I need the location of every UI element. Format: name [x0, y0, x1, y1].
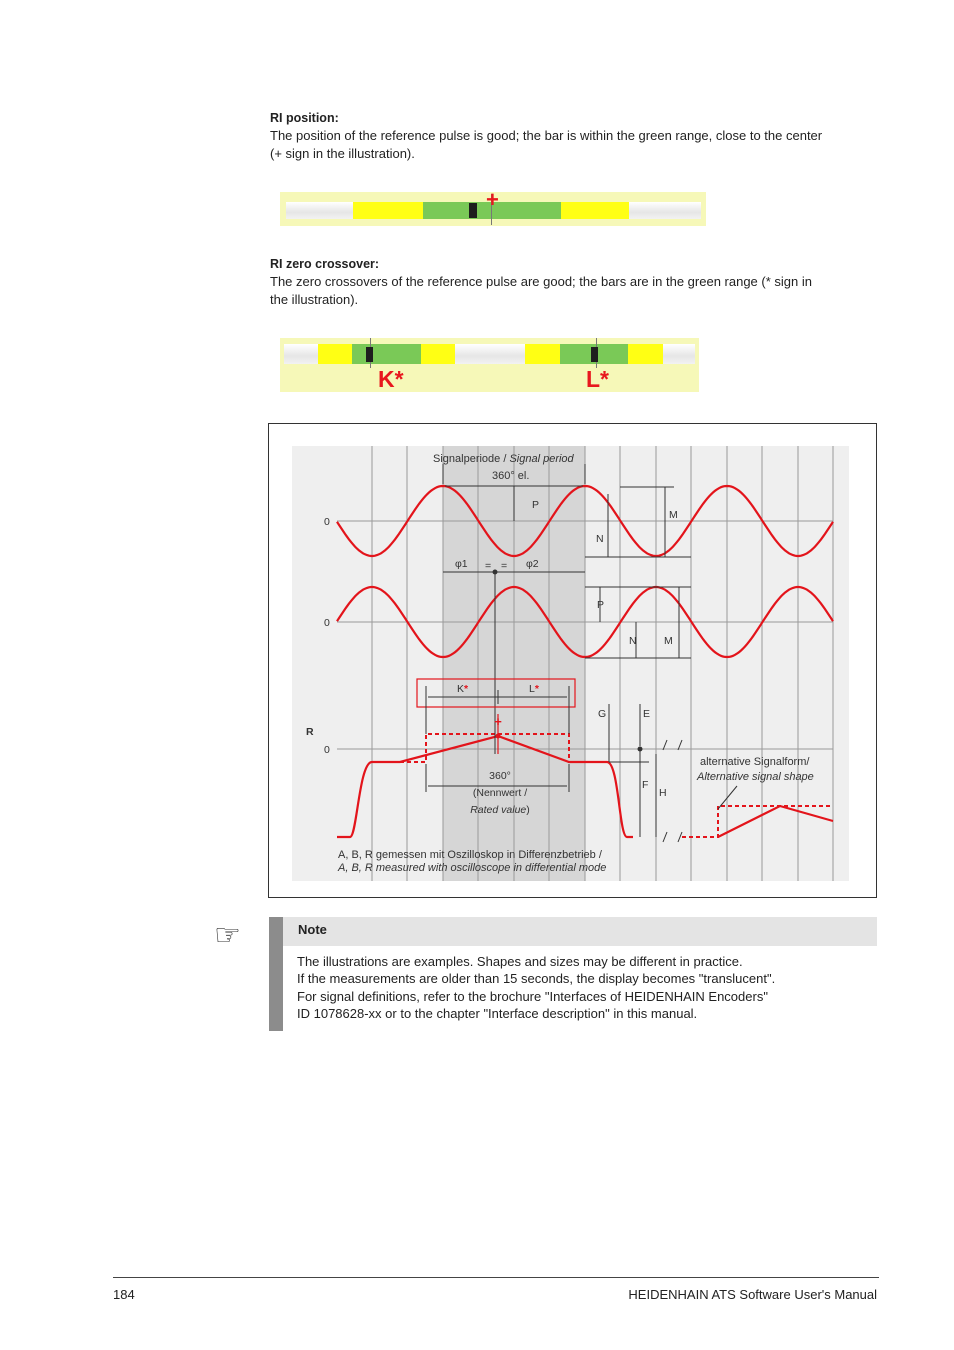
p-label-b: P: [597, 599, 605, 611]
k-yellow-right: [421, 344, 455, 364]
zero-label-r: 0: [324, 744, 330, 756]
signal-diagram-frame: [268, 423, 877, 898]
m-label-a: M: [669, 509, 678, 521]
k-marker: [366, 347, 373, 362]
f-label: F: [642, 779, 649, 791]
k-green: [352, 344, 421, 364]
ri-zero-text-1: The zero crossovers of the reference pulse are good; the bars are in the green range (* sign in: [270, 274, 812, 289]
bar-white-left: [286, 202, 353, 219]
zero-label-b: 0: [324, 617, 330, 629]
n-label-a: N: [596, 533, 604, 545]
bar-white-right: [629, 202, 701, 219]
page-number: 184: [113, 1287, 135, 1302]
rated-value-label: Rated value): [470, 804, 530, 816]
k-star-label: K*: [378, 366, 404, 392]
phase-dot: [493, 570, 498, 575]
l-yellow-right: [628, 344, 663, 364]
signal-period-label: Signalperiode / Signal period: [433, 453, 574, 465]
note-line-1: The illustrations are examples. Shapes and sizes may be different in practice.: [297, 954, 743, 969]
k-white-left: [284, 344, 318, 364]
deg-360-el: 360° el.: [492, 470, 530, 482]
n-label-b: N: [629, 635, 637, 647]
alt-signal-en: Alternative signal shape: [697, 771, 814, 783]
bar-yellow-right: [561, 202, 629, 219]
ri-position-bar: [280, 187, 706, 226]
middle-white: [455, 344, 525, 364]
g-label: G: [598, 708, 607, 720]
phi1-label: φ1: [455, 558, 468, 570]
nennwert-label: (Nennwert /: [472, 787, 528, 799]
k-yellow-left: [318, 344, 352, 364]
e-label: E: [643, 708, 651, 720]
r-axis-label: R: [306, 726, 314, 738]
l-marker: [591, 347, 598, 362]
pointing-hand-icon: ☞: [214, 918, 241, 953]
bar-yellow-left: [353, 202, 423, 219]
caption-en: A, B, R measured with oscilloscope in differential mode: [338, 862, 607, 874]
eq-label-2: =: [501, 560, 508, 572]
m-label-b: M: [664, 635, 673, 647]
zero-label-a: 0: [324, 516, 330, 528]
alt-signal-de: alternative Signalform/: [700, 756, 810, 768]
k-label: K*: [457, 683, 469, 695]
ri-zero-text-2: the illustration).: [270, 292, 359, 307]
l-white-right: [663, 344, 695, 364]
note-header: [283, 917, 877, 946]
position-marker: [469, 203, 477, 218]
l-label: L*: [529, 683, 539, 695]
note-sidebar: [269, 917, 283, 1031]
l-star-label: L*: [586, 366, 609, 392]
footer-rule: [113, 1277, 879, 1278]
plus-sign: +: [486, 187, 499, 212]
ri-position-text-1: The position of the reference pulse is good; the bar is within the green range, close to the center: [270, 128, 823, 143]
l-yellow-left: [525, 344, 560, 364]
note-line-3: For signal definitions, refer to the brochure "Interfaces of HEIDENHAIN Encoders": [297, 989, 768, 1004]
note-title: Note: [298, 922, 327, 937]
ri-zero-bar: [280, 338, 699, 392]
note-line-2: If the measurements are older than 15 seconds, the display becomes "translucent".: [297, 971, 776, 986]
caption-de: A, B, R gemessen mit Oszilloskop in Differenzbetrieb /: [338, 849, 602, 861]
ri-zero-heading: RI zero crossover:: [270, 257, 380, 271]
signal-diagram: [269, 424, 876, 897]
plus-marker: +: [494, 714, 502, 729]
peak-dot: [496, 734, 501, 739]
r-zero-dot: [638, 747, 643, 752]
deg-360: 360°: [489, 770, 511, 782]
ri-position-text-2: (+ sign in the illustration).: [270, 146, 415, 161]
manual-title: HEIDENHAIN ATS Software User's Manual: [628, 1287, 877, 1302]
eq-label-1: =: [485, 560, 492, 572]
ri-position-heading: RI position:: [270, 111, 339, 125]
h-label: H: [659, 787, 667, 799]
phi2-label: φ2: [526, 558, 539, 570]
note-line-4: ID 1078628-xx or to the chapter "Interface description" in this manual.: [297, 1006, 698, 1021]
p-label-a: P: [532, 499, 540, 511]
